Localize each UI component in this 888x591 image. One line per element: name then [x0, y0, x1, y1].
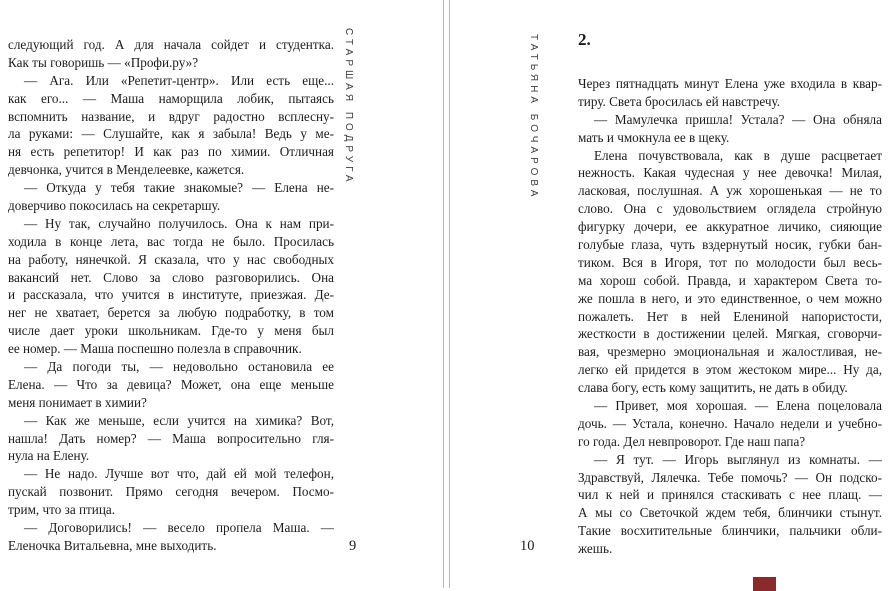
text-line: меня понимает в химии? [8, 394, 147, 410]
text-line: нашла! Дать номер? — Маша вопросительно гля- [8, 430, 334, 446]
text-line: ходила в конце лета, вас тогда не было. Просилась [8, 233, 334, 249]
text-line: дочь. — Устала, конечно. Начало недели и учебно- [578, 415, 882, 431]
text-line: Елена. — Что за девица? Может, она еще меньше [8, 376, 334, 392]
text-line: — Привет, моя хорошая. — Елена поцеловала [594, 398, 882, 414]
page-number-right: 10 [520, 538, 535, 554]
text-line: Через пятнадцать минут Елена уже входила в квар- [578, 76, 882, 91]
text-line: ее номер. — Маша поспешно полезла в справочник. [8, 341, 302, 357]
text-line: чил к ней и принялся стаскивать с нее плащ. — [578, 487, 882, 503]
chapter-heading: 2. [578, 30, 591, 49]
text-line: — Я тут. — Игорь выглянул из комнаты. — [594, 451, 882, 467]
text-line: слово. Она с удовольствием оглядела стройную [578, 201, 882, 217]
text-line: — Как же меньше, если учится на химика? Вот, [24, 412, 334, 428]
text-line: голубые глаза, чуть вздернутый носик, губки бан- [578, 237, 882, 253]
text-line: ма хорош собой. Правда, и характером Света то- [578, 272, 882, 288]
text-line: Здравствуй, Лялечка. Тебе помочь? — Он подско- [578, 469, 882, 485]
text-line: — Не надо. Лучше вот что, дай ей мой телефон, [24, 466, 334, 482]
text-line: го года. Дел невпроворот. Где наш папа? [578, 433, 806, 449]
page-number-left: 9 [349, 538, 357, 554]
text-line: мать и чмокнула ее в щеку. [578, 129, 730, 145]
text-line: — Договорились! — весело пропела Маша. — [24, 520, 334, 536]
right-page-text [578, 75, 882, 558]
text-line: ла руками: — Слушайте, как я забыла! Ведь у ме- [8, 126, 334, 142]
text-line: тиком. Вся в Игоря, тот по молодости был весь- [578, 254, 882, 270]
text-line: числе дает уроки школьникам. Где-то у меня был [8, 323, 334, 339]
text-line: Елена почувствовала, как в душе расцветает [594, 147, 882, 163]
text-line: легко ей придется в этом жестоком мире... Ну да, [578, 362, 882, 378]
text-line: ня есть репетитор! И как раз по химии. Отличная [8, 144, 334, 160]
text-line: тиру. Света бросилась ей навстречу. [578, 93, 781, 109]
text-line: Как ты говоришь — «Профи.ру»? [8, 54, 199, 70]
text-line: пускай позвонит. Прямо сегодня вечером. Посмо- [8, 484, 334, 500]
text-line: как его... — Маша наморщила лобик, пытаясь [8, 90, 334, 106]
text-line: жешь. [578, 541, 613, 557]
text-line: Еленочка Витальевна, мне выходить. [8, 537, 217, 553]
text-line: ласковая, послушная. А уж хорошенькая — не то [578, 183, 882, 199]
text-line: слава богу, есть кому защитить, не дать в обиду. [578, 380, 848, 396]
text-line: вакансий нет. Слово за слово разговорились. Она [8, 269, 334, 285]
text-line: жесткости в достижении целей. Мягкая, сговорчи- [578, 326, 882, 342]
text-line: вспомнить название, и вдруг радостно всплесну- [8, 108, 334, 124]
text-line: девчонка, учится в Менделеевке, кажется. [8, 162, 245, 178]
text-line: доверчиво покосилась на секретаршу. [8, 198, 221, 214]
text-line: на работу, нянечкой. Я сказала, что у нас свободных [8, 251, 334, 267]
running-author-vertical: ТАТЬЯНА БОЧАРОВА [528, 34, 539, 201]
text-line: пожалеть. Нет в ней Елениной напористости, [578, 308, 882, 324]
text-line: нежность. Какая чудесная у нее девочка! Милая, [578, 165, 882, 181]
text-line: фигурку дочери, ее аккуратное личико, сияющие [578, 219, 882, 235]
text-line: — Откуда у тебя такие знакомые? — Елена не- [24, 180, 334, 196]
text-line: нула на Елену. [8, 448, 90, 464]
text-line: нег не хватает, берется за любую подработку, в том [8, 305, 334, 321]
text-line: — Ну так, случайно получилось. Она к нам при- [24, 215, 334, 231]
text-line: Такие восхитительные блинчики, пальчики обли- [578, 523, 882, 539]
text-line: — Мамулечка пришла! Устала? — Она обняла [594, 111, 882, 127]
text-line: следующий год. А для начала сойдет и студентка. [8, 37, 334, 52]
left-page-text [8, 36, 334, 555]
text-line: вая, чрезмерно эмоциональная и жалостливая, не- [578, 344, 882, 360]
page-gutter-divider [443, 0, 450, 588]
bookmark-marker[interactable] [753, 577, 776, 591]
running-title-vertical: СТАРШАЯ ПОДРУГА [343, 28, 354, 186]
text-line: же пошла в него, и это единственное, о чем можно [578, 290, 882, 306]
text-line: трим, что за птица. [8, 502, 116, 518]
text-line: и рассказала, что учится в институте, приезжая. Де- [8, 287, 334, 303]
text-line: — Ага. Или «Репетит-центр». Или есть еще... [24, 72, 334, 88]
text-line: — Да погоди ты, — недовольно остановила ее [24, 359, 334, 375]
text-line: А мы со Светочкой ждем тебя, блинчики стынут. [578, 505, 882, 521]
